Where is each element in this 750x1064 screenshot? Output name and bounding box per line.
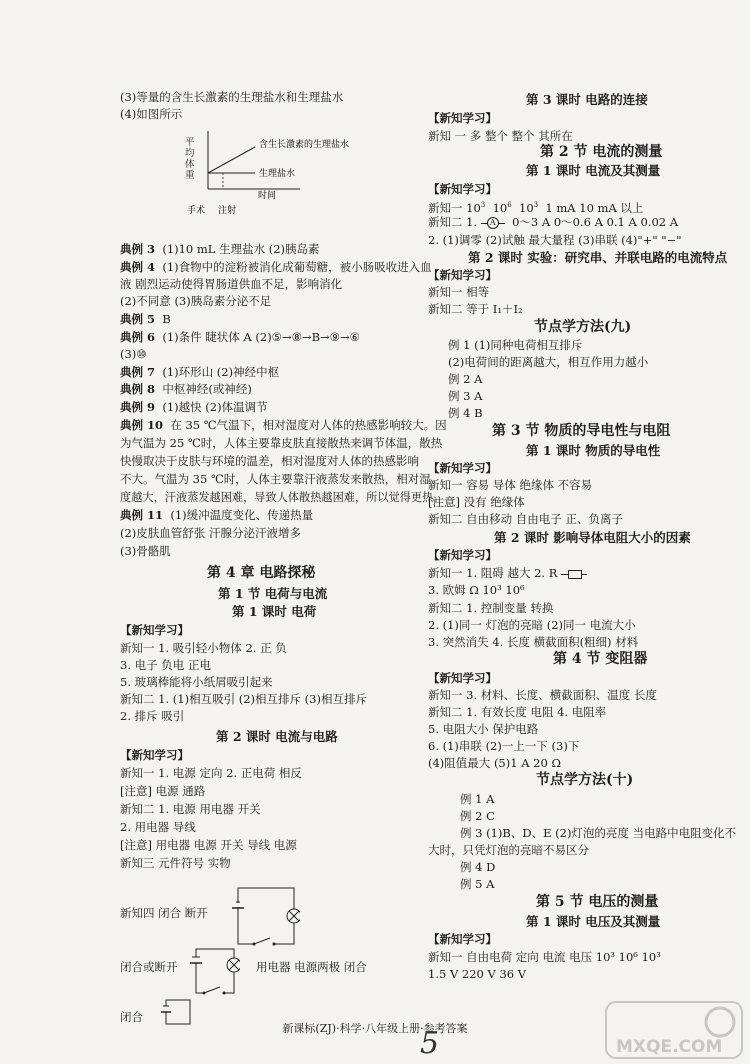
answer-line: 5. 玻璃棒能将小纸屑吸引起来 (120, 675, 273, 689)
method-title: 节点学方法(十) (536, 772, 634, 788)
example-label: 典例 11 (120, 508, 164, 522)
answer-line: 新知一 1. 阻碍 越大 2. R (428, 566, 587, 581)
answer-line: 例 1 A (460, 792, 495, 806)
svg-text:MXQE.COM: MXQE.COM (616, 1037, 723, 1057)
page-footer: 新课标(ZJ)·科学·八年级上册·参考答案 (282, 1022, 468, 1035)
example-label: 典例 4 (120, 260, 156, 274)
answer-line: 例 4 B (448, 406, 483, 420)
page-number: 5 (420, 1026, 440, 1061)
svg-text:体: 体 (185, 159, 195, 170)
answer-line: 6. (1)串联 (2)一上一下 (3)下 (428, 739, 580, 753)
answer-line: 3. 突然消失 4. 长度 横截面积(粗细) 材料 (428, 635, 639, 649)
section-title: 第 2 节 电流的测量 (540, 144, 663, 160)
svg-text:重: 重 (185, 170, 195, 181)
answer-line: 快慢取决于皮肤与环境的温差，相对湿度对人体的热感影响 (120, 454, 419, 468)
graph-ylabel (185, 137, 195, 181)
example-label: 典例 5 (120, 312, 156, 326)
section-title: 第 5 节 电压的测量 (536, 894, 659, 910)
answer-line: 新知二 等于 I₁＋I₂ (428, 302, 523, 316)
answer-line: 例 2 A (448, 372, 483, 386)
lesson-title: 第 2 课时 影响导体电阻大小的因素 (494, 530, 691, 545)
circuit-diagram-open (232, 882, 300, 952)
answer-text: (1)环形山 (2)神经中枢 (162, 365, 280, 379)
section-title: 第 1 节 电荷与电流 (218, 586, 328, 601)
answer-line: 例 3 A (448, 389, 483, 403)
answer-text: (1)10 mL 生理盐水 (2)胰岛素 (162, 242, 320, 256)
answer-line: 1.5 V 220 V 36 V (428, 967, 527, 981)
answer-line: 新知一 自由电荷 定向 电流 电压 10³ 10⁶ 10³ (428, 950, 661, 964)
line-label: 含生长激素的生理盐水 (259, 140, 350, 150)
answer-line: (3)骨骼肌 (120, 544, 171, 558)
answer-line: 2. 排斥 吸引 (120, 709, 185, 723)
answer-line: 闭合或断开 (120, 960, 178, 974)
answer-line: 新知二 1. A 0～3 A 0～0.6 A 0.1 A 0.02 A (428, 215, 679, 229)
answer-line: 例 2 C (460, 809, 495, 823)
section-title: 第 3 节 物质的导电性与电阻 (492, 423, 671, 439)
answer-line: [注意] 电源 通路 (120, 784, 206, 798)
answer-line: 新知一 $10^3$ $10^6$ $10^3$ 1 mA 10 mA 以上 (428, 200, 644, 215)
lesson-title: 第 1 课时 电压及其测量 (526, 914, 661, 929)
new-knowledge-heading: 【新知学习】 (428, 182, 497, 196)
lesson-title: 第 2 课时 实验：研究串、并联电路的电流特点 (468, 250, 728, 265)
answer-line: 大时，只凭灯泡的亮暗不易区分 (428, 843, 589, 857)
answer-line: 为气温为 25 ℃时，人体主要靠皮肤直接散热来调节体温，散热 (120, 436, 443, 450)
x-tick-label: 注射 (218, 206, 237, 216)
example-label: 典例 7 (120, 365, 156, 379)
new-knowledge-heading: 【新知学习】 (428, 268, 497, 282)
resistor-symbol (561, 570, 587, 578)
lesson-title: 第 1 课时 电流及其测量 (526, 163, 661, 178)
circuit-diagram-lamp (190, 943, 240, 999)
answer-text: (1)条件 睫状体 A (2)⑤→⑧→B→⑨→⑥ (162, 330, 360, 344)
answer-text: (1)越快 (2)体温调节 (162, 400, 268, 414)
section-title: 第 4 节 变阻器 (553, 651, 648, 667)
answer-line: 例 3 (1)B、D、E (2)灯泡的亮度 当电路中电阻变化不 (460, 826, 737, 840)
new-knowledge-heading: 【新知学习】 (428, 932, 497, 946)
answer-line: 新知三 元件符号 实物 (120, 856, 231, 870)
answer-line: (2)电荷间的距离越大，相互作用力越小 (448, 355, 649, 369)
answer-line: 新知一 容易 导体 绝缘体 不容易 (428, 478, 593, 492)
answer-text: (1)食物中的淀粉被消化成葡萄糖，被小肠吸收进入血 (162, 260, 432, 274)
watermark-logo (604, 1000, 744, 1060)
answer-line: 新知一 相等 (428, 285, 490, 299)
answer-line: 2. 用电器 导线 (120, 820, 196, 834)
answer-text: 中枢神经(或神经) (162, 382, 252, 396)
example-label: 典例 9 (120, 400, 156, 414)
new-knowledge-heading: 【新知学习】 (428, 548, 497, 562)
answer-line: 例 4 D (460, 860, 496, 874)
line-label: 生理盐水 (259, 169, 296, 179)
answer-line: (2)不同意 (3)胰岛素分泌不足 (120, 294, 272, 308)
new-knowledge-heading: 【新知学习】 (428, 111, 497, 125)
answer-line: 用电器 电源两极 闭合 (256, 960, 367, 974)
answer-line: (2)皮肤血管舒张 汗腺分泌汗液增多 (120, 526, 301, 540)
answer-line: 新知一 1. 电源 定向 2. 正电荷 相反 (120, 766, 302, 780)
answer-line: 新知四 闭合 断开 (120, 906, 208, 920)
answer-line: 例 1 (1)同种电荷相互排斥 (448, 338, 583, 352)
answer-line: 新知 一 多 整个 整个 其所在 (428, 129, 573, 143)
line-growth-hormone (208, 147, 255, 173)
lesson-title: 第 2 课时 电流与电路 (216, 729, 338, 744)
answer-line: 新知二 1. 电源 用电器 开关 (120, 802, 261, 816)
answer-text: (1)缓冲温度变化、传递热量 (170, 508, 314, 522)
answer-text: 在 35 ℃气温下，相对湿度对人体的热感影响较大。因 (170, 418, 447, 432)
new-knowledge-heading: 【新知学习】 (428, 671, 497, 685)
answer-line: 度越大，汗液蒸发越困难，导致人体散热越困难，所以觉得更热。 (120, 491, 445, 504)
example-label: 典例 3 (120, 242, 156, 256)
lesson-title: 第 1 课时 电荷 (232, 604, 317, 619)
answer-text: B (162, 312, 171, 326)
x-tick-label: 手术 (187, 206, 206, 216)
new-knowledge-heading: 【新知学习】 (120, 623, 189, 637)
answer-line: 3. 电子 负电 正电 (120, 658, 211, 672)
answer-line: 新知一 3. 材料、长度、横截面积、温度 长度 (428, 688, 657, 702)
answer-line: 不大。气温为 35 ℃时，人体主要靠汗液蒸发来散热，相对湿 (120, 472, 431, 486)
chapter-title: 第 4 章 电路探秘 (207, 565, 316, 581)
svg-text:均: 均 (185, 148, 195, 159)
answer-line: 闭合 (120, 1010, 143, 1024)
answer-line: 新知二 1. 控制变量 转换 (428, 601, 554, 615)
example-label: 典例 6 (120, 330, 156, 344)
answer-line: 2. (1)调零 (2)试触 最大量程 (3)串联 (4)"+" "−" (428, 233, 682, 247)
answer-line: 新知二 1. (1)相互吸引 (2)相互排斥 (3)相互排斥 (120, 692, 367, 706)
answer-line: 新知二 1. 有效长度 电阻 4. 电阻率 (428, 705, 607, 719)
new-knowledge-heading: 【新知学习】 (428, 461, 497, 475)
ammeter-symbol: A (481, 217, 505, 229)
new-knowledge-heading: 【新知学习】 (120, 748, 189, 762)
answer-line: 新知一 1. 吸引轻小物体 2. 正 负 (120, 641, 287, 655)
x-axis-label: 时间 (258, 191, 277, 201)
answer-line: (4)如图所示 (120, 107, 183, 121)
svg-text:平: 平 (185, 137, 195, 148)
answer-line: 新知二 自由移动 自由电子 正、负离子 (428, 512, 623, 526)
example-label: 典例 8 (120, 382, 156, 396)
lesson-title: 第 1 课时 物质的导电性 (526, 443, 661, 458)
lesson-title: 第 3 课时 电路的连接 (526, 92, 648, 107)
answer-line: (4)阻值最大 (5)1 A 20 Ω (428, 756, 561, 770)
method-title: 节点学方法(九) (534, 319, 632, 335)
answer-line: 2. (1)同一 灯泡的亮暗 (2)同一 电流大小 (428, 618, 636, 632)
answer-line: (3)等量的含生长激素的生理盐水和生理盐水 (120, 90, 344, 104)
answer-line: [注意] 没有 绝缘体 (428, 495, 525, 509)
example-label: 典例 10 (120, 418, 164, 432)
answer-line: [注意] 用电器 电源 开关 导线 电源 (120, 838, 297, 852)
answer-line: 液 剧烈运动使得胃肠道供血不足，影响消化 (120, 277, 343, 291)
answer-line: 5. 电阻大小 保护电路 (428, 722, 539, 736)
weight-graph (160, 125, 390, 217)
answer-line: 例 5 A (460, 877, 495, 891)
answer-line: (3)⑩ (120, 347, 147, 361)
answer-line: 3. 欧姆 Ω 10³ 10⁶ (428, 583, 525, 597)
